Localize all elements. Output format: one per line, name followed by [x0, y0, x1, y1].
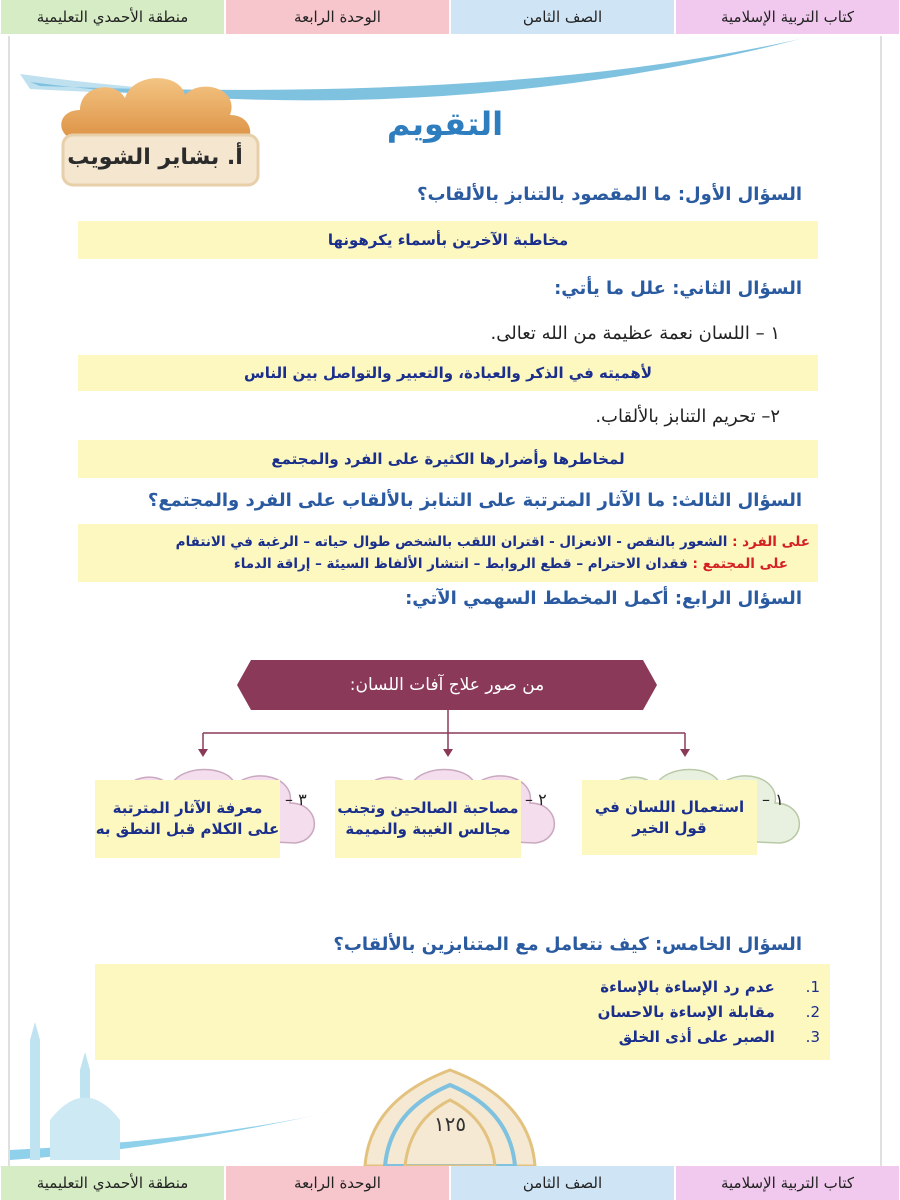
diagram-item-2-number: ٢ –: [525, 790, 547, 809]
answer-5-item-3-number: 3.: [805, 1028, 820, 1046]
answer-5-item-3-text: الصبر على أذى الخلق: [618, 1028, 775, 1046]
header-grade: الصف الثامن: [451, 0, 674, 34]
page-border-right: [880, 36, 882, 1166]
header-unit: الوحدة الرابعة: [226, 0, 449, 34]
bottom-footer-bar: [0, 1166, 900, 1200]
individual-label: على الفرد :: [732, 534, 810, 550]
individual-text: الشعور بالنقص - الانعزال - اقتران اللقب بالشخص طوال حياته – الرغبة في الانتقام: [175, 534, 728, 550]
diagram-title: من صور علاج آفات اللسان:: [349, 675, 545, 695]
question-1: السؤال الأول: ما المقصود بالتنابز بالألقاب؟: [417, 184, 802, 205]
top-header-bar: [0, 0, 900, 34]
answer-5-item-2-number: 2.: [805, 1003, 820, 1021]
page-number: ١٢٥: [433, 1112, 467, 1136]
header-district: منطقة الأحمدي التعليمية: [1, 0, 224, 34]
diagram-item-3: معرفة الآثار المترتبة على الكلام قبل النطق به: [95, 780, 280, 858]
answer-5-item-1: [600, 978, 820, 996]
answer-5-item-1-number: 1.: [805, 978, 820, 996]
question-2-item-1: ١ – اللسان نعمة عظيمة من الله تعالى.: [490, 323, 780, 344]
answer-3: [78, 524, 818, 582]
page-border-left: [8, 36, 10, 1166]
society-text: فقدان الاحترام – قطع الروابط – انتشار الألفاظ السيئة – إراقة الدماء: [233, 556, 688, 572]
answer-3-society: [234, 556, 788, 572]
question-3: السؤال الثالث: ما الآثار المترتبة على التنابز بالألقاب على الفرد والمجتمع؟: [147, 490, 802, 511]
answer-5-item-1-text: عدم رد الإساءة بالإساءة: [600, 978, 775, 996]
question-2-item-2: ٢– تحريم التنابز بالألقاب.: [595, 406, 780, 427]
diagram-item-1: استعمال اللسان في قول الخير: [582, 780, 757, 855]
footer-grade: الصف الثامن: [451, 1166, 674, 1200]
question-2: السؤال الثاني: علل ما يأتي:: [554, 278, 802, 299]
diagram-item-3-number: ٣ –: [285, 790, 307, 809]
answer-5-item-2-text: مقابلة الإساءة بالاحسان: [597, 1003, 775, 1021]
society-label: على المجتمع :: [692, 556, 788, 572]
footer-unit: الوحدة الرابعة: [226, 1166, 449, 1200]
header-book-title: كتاب التربية الإسلامية: [676, 0, 899, 34]
mosque-silhouette-decoration: [10, 1000, 890, 1166]
diagram-item-2: مصاحبة الصالحين وتجنب مجالس الغيبة والنميمة: [335, 780, 521, 858]
footer-district: منطقة الأحمدي التعليمية: [1, 1166, 224, 1200]
answer-2-2: لمخاطرها وأضرارها الكثيرة على الفرد والمجتمع: [78, 440, 818, 478]
question-5: السؤال الخامس: كيف نتعامل مع المتنابزين بالألقاب؟: [333, 934, 802, 955]
footer-book-title: كتاب التربية الإسلامية: [676, 1166, 899, 1200]
answer-3-individual: [176, 534, 810, 550]
question-4: السؤال الرابع: أكمل المخطط السهمي الآتي:: [405, 588, 802, 609]
page-title: التقويم: [386, 105, 504, 143]
diagram-item-1-number: ١ –: [762, 790, 784, 809]
answer-1: مخاطبة الآخرين بأسماء يكرهونها: [78, 221, 818, 259]
teacher-name: أ. بشاير الشويب: [67, 145, 243, 170]
answer-2-1: لأهميته في الذكر والعبادة، والتعبير والتواصل بين الناس: [78, 355, 818, 391]
